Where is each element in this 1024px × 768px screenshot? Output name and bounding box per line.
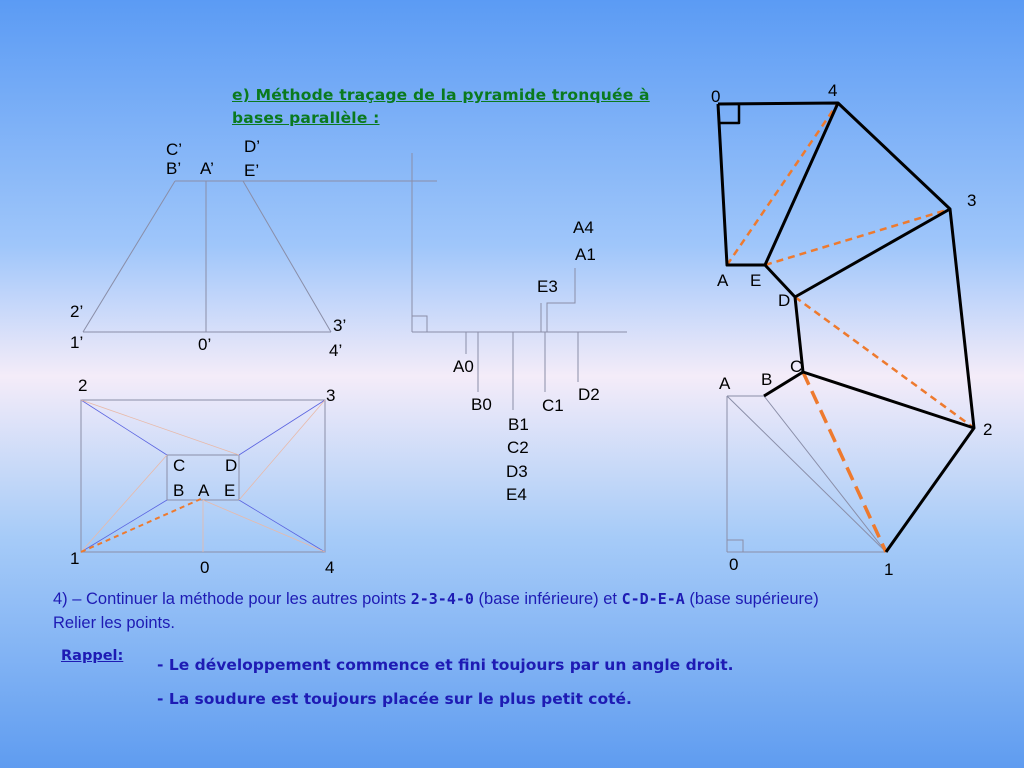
label-d-prime: D’ [244,137,261,156]
instruction-prefix: 4) – Continuer la méthode pour les autres points [53,590,411,608]
elevation-left-side [83,181,175,332]
tl-label-a1: A1 [575,245,596,264]
dev-label-3: 3 [967,191,977,210]
label-0-prime: 0’ [198,335,212,354]
tl-label-b1: B1 [508,415,529,434]
dev-lower-base-outline [718,103,977,552]
plan-label-1: 1 [70,549,80,568]
plan-edge-2-c [81,400,167,455]
dev-right-angle-mark [718,104,739,123]
tl-label-a0: A0 [453,357,474,376]
dev-edge-d-3 [795,209,950,297]
plan-edge-3-d [239,400,325,455]
tl-label-d2: D2 [578,385,600,404]
dev-label-a-top: A [717,271,729,290]
dev-label-a-bottom: A [719,374,731,393]
tl-label-a4: A4 [573,218,594,237]
label-a-prime: A’ [200,159,214,178]
plan-label-2: 2 [78,376,88,395]
label-3-prime: 3’ [333,316,347,335]
dev-upper-base-outline [718,104,803,396]
dev-label-0-bottom: 0 [729,555,739,574]
dev-label-0-top: 0 [711,87,721,106]
development-construction [727,396,886,552]
development-pattern [718,103,977,552]
plan-label-c: C [173,456,186,475]
true-length-construction [412,153,627,410]
dev-dashed-e-3 [765,209,950,265]
plan-edge-1-b [81,500,167,552]
tl-label-e3: E3 [537,277,558,296]
dev-dashed-a-4 [727,103,838,265]
instruction-lower-points: 2-3-4-0 [410,590,474,608]
title-line-1: e) Méthode traçage de la pyramide tronquée à [232,86,650,104]
dev-label-b: B [761,370,773,389]
instruction-text [53,587,1024,635]
dev-label-1: 1 [884,560,894,579]
plan-triangulation [81,400,325,552]
tl-label-c2: C2 [507,438,529,457]
rappel-rule-2: - La soudure est toujours placée sur le plus petit coté. [157,690,632,708]
elevation-view [83,181,437,332]
rappel-label: Rappel: [61,648,124,664]
development-dashed-lines [727,103,977,552]
plan-label-b: B [173,481,185,500]
plan-label-4: 4 [325,558,335,577]
dev-label-e: E [750,271,762,290]
instruction-upper-points: C-D-E-A [621,590,685,608]
instruction-suffix: (base supérieure) [684,590,819,608]
elevation-right-side [243,181,331,332]
plan-view [81,400,325,552]
rappel-rule-1: - Le développement commence et fini toujours par un angle droit. [157,656,734,674]
elevation-labels [70,137,346,360]
plan-label-0: 0 [200,558,210,577]
tl-right-angle [412,316,427,332]
title-line-2: bases parallèle : [232,109,380,127]
plan-dashed-1-a [81,498,203,552]
plan-edge-4-e [239,500,325,552]
dev-label-2: 2 [983,420,993,439]
dev-edge-c-2 [803,372,974,428]
plan-label-a: A [198,481,210,500]
tl-label-d3: D3 [506,462,528,481]
label-1-prime: 1’ [70,333,84,352]
plan-label-3: 3 [326,386,336,405]
label-b-prime: B’ [166,159,182,178]
dev-dashed-d-2 [795,297,974,428]
instruction-line-2: Relier les points. [53,614,175,632]
slide-title [232,84,702,130]
tl-label-e4: E4 [506,485,527,504]
dev-edge-e-4 [765,103,838,265]
dev-label-4: 4 [828,81,838,100]
label-c-prime: C’ [166,140,183,159]
tl-label-b0: B0 [471,395,492,414]
plan-label-d: D [225,456,238,475]
dev-label-d: D [778,291,791,310]
label-2-prime: 2’ [70,302,84,321]
plan-label-e: E [224,481,236,500]
tl-label-c1: C1 [542,396,564,415]
dev-label-c: C [790,357,803,376]
development-labels [711,81,992,579]
instruction-middle: (base inférieure) et [473,590,622,608]
label-4-prime: 4’ [329,341,343,360]
label-e-prime: E’ [244,161,260,180]
